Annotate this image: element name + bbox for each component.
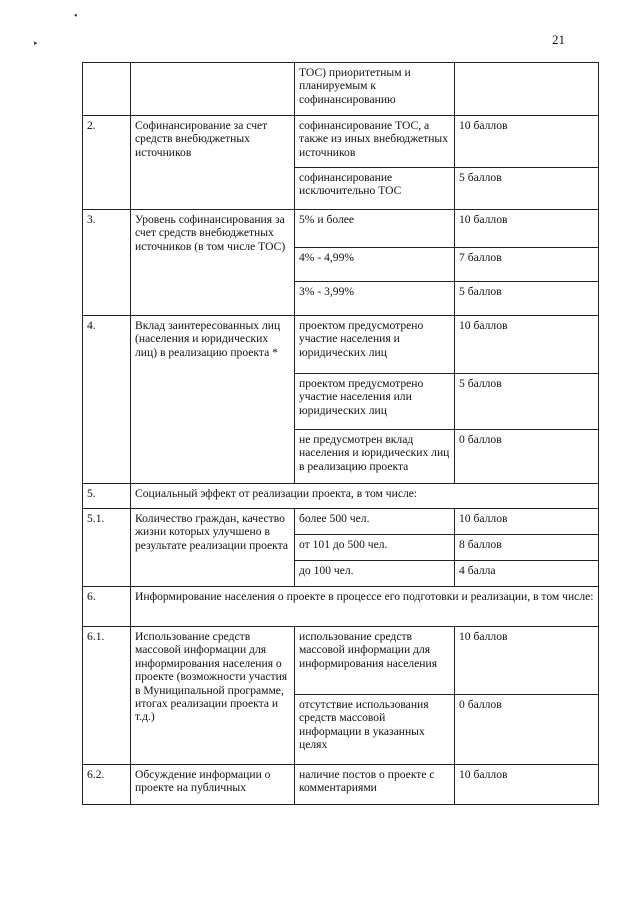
score-cell: 5 баллов <box>455 168 599 210</box>
score-cell: 10 баллов <box>455 316 599 374</box>
criterion-option: более 500 чел. <box>295 509 455 535</box>
table-row <box>83 316 599 374</box>
score-cell: 10 баллов <box>455 210 599 248</box>
criterion-option: до 100 чел. <box>295 561 455 587</box>
criterion-name: Использование средств массовой информации для информирования населения о проекте (возможности участия в Муниципальной программе, итогах реализации проекта и т.д.) <box>131 627 295 765</box>
criterion-option: не предусмотрен вклад населения и юридических лиц в реализацию проекта <box>295 430 455 484</box>
page-number: 21 <box>552 32 565 47</box>
row-number: 6. <box>83 587 131 627</box>
row-number: 2. <box>83 116 131 210</box>
table-row <box>83 587 599 627</box>
row-number: 5.1. <box>83 509 131 587</box>
criterion-option: использование средств массовой информации для информирования населения <box>295 627 455 695</box>
criterion-option: ТОС) приоритетным и планируемым к софинансированию <box>295 63 455 116</box>
score-cell: 7 баллов <box>455 248 599 282</box>
table-row <box>83 627 599 695</box>
criterion-option: 3% - 3,99% <box>295 282 455 316</box>
criterion-option: отсутствие использования средств массовой информации в указанных целях <box>295 695 455 765</box>
score-cell: 0 баллов <box>455 695 599 765</box>
row-number <box>83 63 131 116</box>
scan-speck: ▸ <box>34 39 38 47</box>
criterion-option: софинансирование исключительно ТОС <box>295 168 455 210</box>
criterion-option: 4% - 4,99% <box>295 248 455 282</box>
row-number: 6.2. <box>83 765 131 805</box>
table-row <box>83 116 599 168</box>
criterion-name: Уровень софинансирования за счет средств внебюджетных источников (в том числе ТОС) <box>131 210 295 316</box>
score-cell: 10 баллов <box>455 627 599 695</box>
criterion-option: наличие постов о проекте с комментариями <box>295 765 455 805</box>
row-number: 4. <box>83 316 131 484</box>
score-cell: 4 балла <box>455 561 599 587</box>
score-cell: 5 баллов <box>455 282 599 316</box>
section-heading: Информирование населения о проекте в процессе его подготовки и реализации, в том числе: <box>131 587 599 627</box>
criterion-name: Вклад заинтересованных лиц (населения и юридических лиц) в реализацию проекта * <box>131 316 295 484</box>
criterion-option: софинансирование ТОС, а также из иных внебюджетных источников <box>295 116 455 168</box>
scan-speck: • <box>74 11 78 22</box>
score-cell: 10 баллов <box>455 116 599 168</box>
row-number: 5. <box>83 484 131 509</box>
table-row <box>83 484 599 509</box>
section-heading: Социальный эффект от реализации проекта, в том числе: <box>131 484 599 509</box>
table-row <box>83 765 599 805</box>
criterion-option: проектом предусмотрено участие населения и юридических лиц <box>295 316 455 374</box>
criterion-name: Софинансирование за счет средств внебюджетных источников <box>131 116 295 210</box>
score-cell: 5 баллов <box>455 374 599 430</box>
criterion-name <box>131 63 295 116</box>
table-row <box>83 210 599 248</box>
score-cell: 8 баллов <box>455 535 599 561</box>
score-cell <box>455 63 599 116</box>
criterion-option: проектом предусмотрено участие населения или юридических лиц <box>295 374 455 430</box>
score-cell: 10 баллов <box>455 765 599 805</box>
row-number: 6.1. <box>83 627 131 765</box>
criterion-name: Обсуждение информации о проекте на публичных <box>131 765 295 805</box>
score-cell: 0 баллов <box>455 430 599 484</box>
criteria-table <box>82 62 599 805</box>
table-row <box>83 63 599 116</box>
score-cell: 10 баллов <box>455 509 599 535</box>
criterion-name: Количество граждан, качество жизни которых улучшено в результате реализации проекта <box>131 509 295 587</box>
table-row <box>83 509 599 535</box>
criterion-option: 5% и более <box>295 210 455 248</box>
criterion-option: от 101 до 500 чел. <box>295 535 455 561</box>
row-number: 3. <box>83 210 131 316</box>
